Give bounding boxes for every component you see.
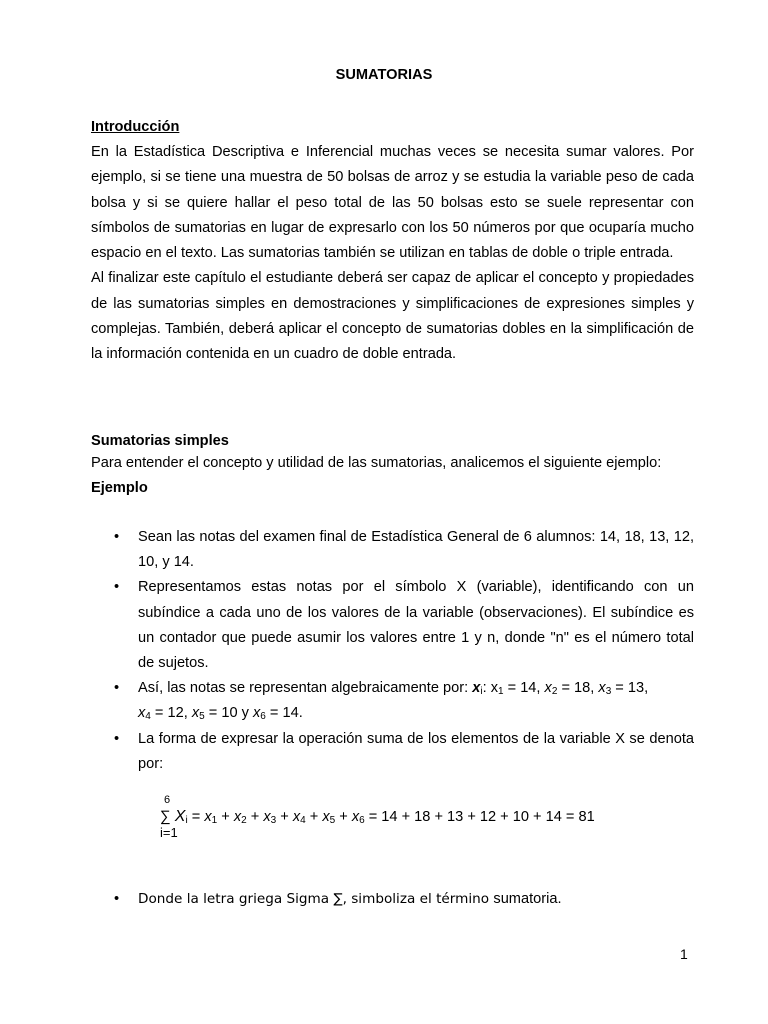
formula-upper-limit: 6 <box>164 794 171 806</box>
list-item <box>114 888 718 910</box>
bullet-text-2: Representamos estas notas por el símbolo X (variable), identificando con un subíndice a cada uno de los valores de la variable (observaciones). El subíndice es un contador que puede asumir los valores entre 1 y n, donde "n" es el número total de sujetos. <box>138 579 694 672</box>
bullet-text-5: Donde la letra griega Sigma ∑, simboliza el término <box>138 891 494 907</box>
bullet-text-1: Sean las notas del examen final de Estadística General de 6 alumnos: 14, 18, 13, 12, 10, y 14. <box>138 529 694 571</box>
intro-paragraph-1: En la Estadística Descriptiva e Inferencial muchas veces se necesita sumar valores. Por ejemplo, si se tiene una muestra de 50 bolsas de arroz y se estudia la variable peso de cada bolsa y si se quiere hallar el peso total de las 50 bolsas esto se suele representar con símbolos de sumatorias en lugar de expresarlo con los 50 números por que ocuparía mucho espacio en el texto. Las sumatorias también se utilizan en tablas de doble o triple entrada. <box>91 144 694 262</box>
bullet-icon: • <box>114 529 120 545</box>
page-number: 1 <box>680 946 688 962</box>
bullet-text-4: La forma de expresar la operación suma de los elementos de la variable X se denota por: <box>138 730 694 772</box>
list-item <box>114 525 694 575</box>
list-item <box>114 727 694 777</box>
bullet-icon: • <box>114 680 120 697</box>
bullet-text-3: Así, las notas se representan algebraicamente por: $x_i$: $x_1 = 14$, $x_2 = 18$, $x_3 = 13$, $x_4 = 12$, $x_5 = 10$ y $x_6 = 14$. <box>138 680 649 723</box>
intro-paragraph-2: Al finalizar este capítulo el estudiante deberá ser capaz de aplicar el concepto y propiedades de las sumatorias simples en demostraciones y simplificaciones de expresiones simples y complejas. También, deberá aplicar el concepto de sumatorias dobles en la simplificación de la información contenida en un cuadro de doble entrada. <box>91 270 694 363</box>
bullet-icon: • <box>114 730 120 747</box>
sigma-symbol: ∑ <box>160 808 171 825</box>
simples-heading: Sumatorias simples <box>91 433 229 449</box>
formula-expression: ∑ $X_i = x_1 + x_2 + x_3 + x_4 + x_5 + x_6 = 14 + 18 + 13 + 12 + 10 + 14 = 81$ <box>160 808 595 826</box>
bullet-icon: • <box>114 579 120 596</box>
list-item <box>114 676 694 726</box>
list-item <box>114 575 694 676</box>
example-heading: Ejemplo <box>91 480 148 497</box>
formula-lower-limit: i=1 <box>160 825 178 840</box>
example-bullet-list <box>114 525 694 777</box>
document-title: SUMATORIAS <box>335 67 433 83</box>
bullet-icon: • <box>114 891 120 907</box>
simples-section <box>91 431 694 498</box>
simples-paragraph: Para entender el concepto y utilidad de las sumatorias, analicemos el siguiente ejemplo: <box>91 455 662 471</box>
intro-heading: Introducción <box>91 119 180 135</box>
sumatoria-word: sumatoria. <box>493 891 562 907</box>
intro-section <box>91 117 694 368</box>
